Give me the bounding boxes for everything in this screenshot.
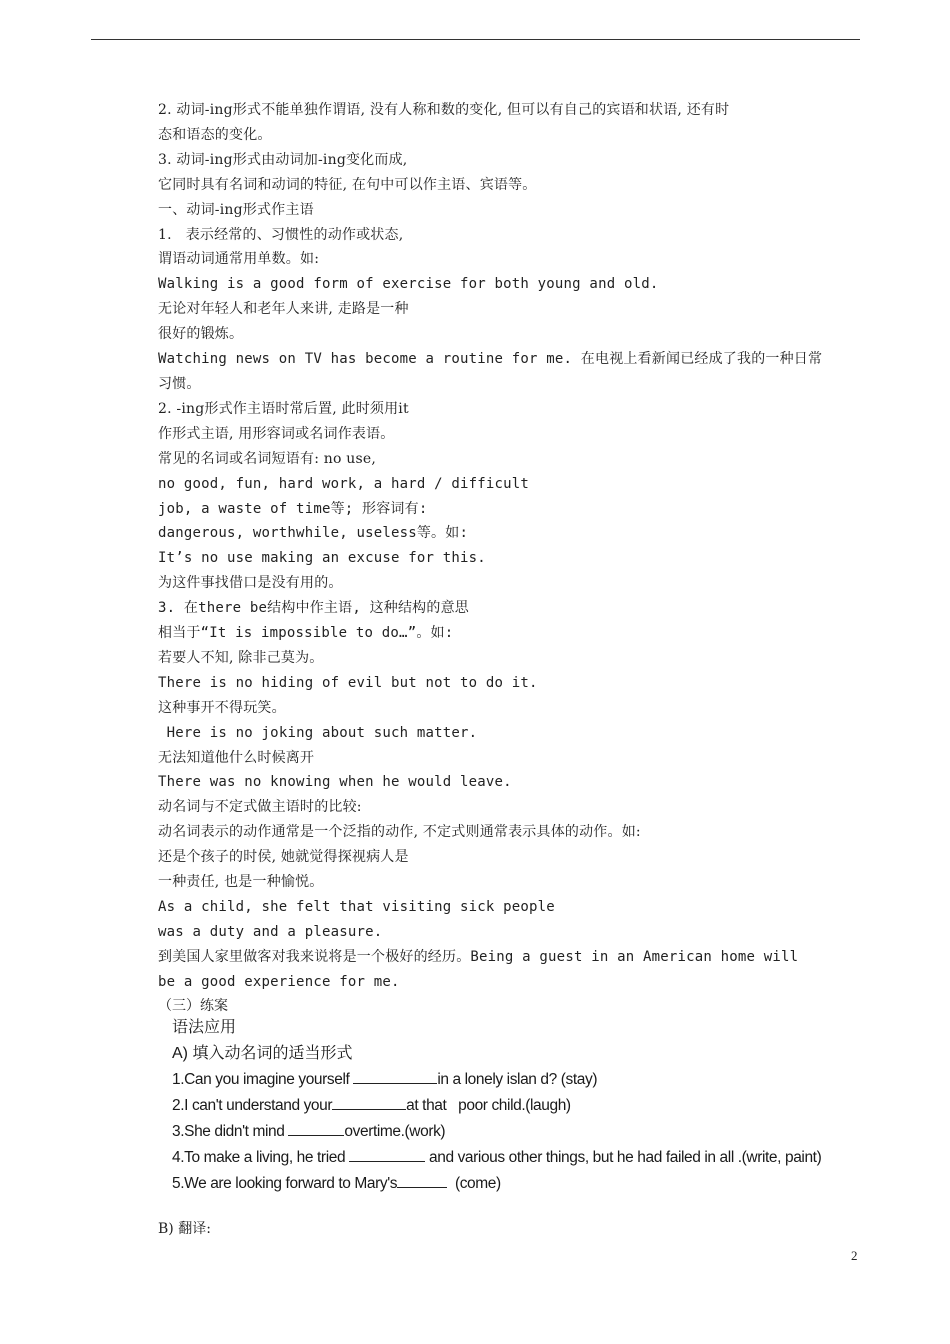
body-line: 一、动词-ing形式作主语	[158, 201, 314, 218]
body-line: dangerous, worthwhile, useless等。如:	[158, 525, 469, 542]
body-line: 动名词表示的动作通常是一个泛指的动作, 不定式则通常表示具体的动作。如:	[158, 824, 641, 841]
body-line: 2. 动词-ing形式不能单独作谓语, 没有人称和数的变化, 但可以有自己的宾语和状语, 还有时	[158, 102, 730, 118]
question-item	[172, 1171, 872, 1197]
body-text	[158, 98, 860, 995]
body-line: There is no hiding of evil but not to do it.	[158, 674, 538, 691]
body-line: 无法知道他什么时候离开	[158, 749, 315, 766]
question-tail: (come)	[447, 1175, 501, 1192]
body-line: 很好的锻炼。	[158, 326, 244, 343]
question-text: 4.To make a living, he tried	[172, 1149, 350, 1166]
body-line: There was no knowing when he would leave.	[158, 774, 512, 791]
body-line: 这种事开不得玩笑。	[158, 699, 286, 716]
answer-blank[interactable]	[288, 1121, 344, 1136]
exercise-subtitle: A) 填入动名词的适当形式	[172, 1045, 353, 1062]
question-list	[172, 1067, 872, 1197]
body-line: no good, fun, hard work, a hard / difficult	[158, 475, 530, 492]
exercise-block	[172, 1015, 872, 1197]
exercise-title: 语法应用	[172, 1019, 237, 1036]
answer-blank[interactable]	[353, 1069, 437, 1084]
section-label: （三）练案	[158, 998, 228, 1014]
question-tail: at that poor child.(laugh)	[406, 1097, 571, 1114]
page-number: 2	[851, 1248, 858, 1263]
body-line: 态和语态的变化。	[158, 126, 272, 143]
body-line: Here is no joking about such matter.	[158, 724, 478, 741]
question-item	[172, 1145, 872, 1171]
body-line: 相当于“It is impossible to do…”。如:	[158, 625, 454, 642]
body-line: was a duty and a pleasure.	[158, 923, 383, 940]
question-text: 2.I can't understand your	[172, 1097, 333, 1114]
body-line: 2. -ing形式作主语时常后置, 此时须用it	[158, 400, 409, 417]
question-text: 1.Can you imagine yourself	[172, 1071, 354, 1088]
body-line: 习惯。	[158, 375, 201, 392]
body-line: 为这件事找借口是没有用的。	[158, 575, 343, 592]
question-tail: in a lonely islan d? (stay)	[437, 1071, 598, 1088]
answer-blank[interactable]	[397, 1173, 447, 1188]
question-tail: overtime.(work)	[344, 1123, 446, 1140]
body-line: 若要人不知, 除非己莫为。	[158, 649, 324, 666]
body-line: job, a waste of time等; 形容词有:	[158, 500, 428, 517]
header-rule	[91, 39, 860, 40]
body-line: Watching news on TV has become a routine for me. 在电视上看新闻已经成了我的一种日常	[158, 351, 823, 368]
answer-blank[interactable]	[349, 1147, 425, 1162]
translate-label: B) 翻译:	[158, 1221, 211, 1237]
body-line: 谓语动词通常用单数。如:	[158, 251, 320, 268]
body-line: As a child, she felt that visiting sick people	[158, 899, 555, 915]
question-item	[172, 1093, 872, 1119]
body-line: 3. 在there be结构中作主语, 这种结构的意思	[158, 600, 469, 617]
body-line: Walking is a good form of exercise for both young and old.	[158, 276, 659, 293]
body-line: It’s no use making an excuse for this.	[158, 550, 486, 567]
question-text: 3.She didn't mind	[172, 1123, 289, 1140]
question-item	[172, 1067, 872, 1093]
answer-blank[interactable]	[332, 1095, 406, 1110]
body-line: 3. 动词-ing形式由动词加-ing变化而成,	[158, 151, 408, 168]
body-line: 到美国人家里做客对我来说将是一个极好的经历。Being a guest in an American home will	[158, 948, 799, 965]
question-text: 5.We are looking forward to Mary's	[172, 1175, 398, 1192]
question-item	[172, 1119, 872, 1145]
body-line: 作形式主语, 用形容词或名词作表语。	[158, 425, 395, 442]
body-line: 一种责任, 也是一种愉悦。	[158, 874, 324, 891]
body-line: 无论对年轻人和老年人来讲, 走路是一种	[158, 301, 409, 318]
body-line: 动名词与不定式做主语时的比较:	[158, 799, 362, 816]
body-line: 还是个孩子的时侯, 她就觉得探视病人是	[158, 849, 409, 866]
body-line: 它同时具有名词和动词的特征, 在句中可以作主语、宾语等。	[158, 176, 537, 193]
question-tail: and various other things, but he had failed in all .(write, paint)	[425, 1149, 822, 1166]
body-line: 1. 表示经常的、习惯性的动作或状态,	[158, 226, 404, 243]
body-line: be a good experience for me.	[158, 973, 400, 990]
body-line: 常见的名词或名词短语有: no use,	[158, 450, 376, 467]
